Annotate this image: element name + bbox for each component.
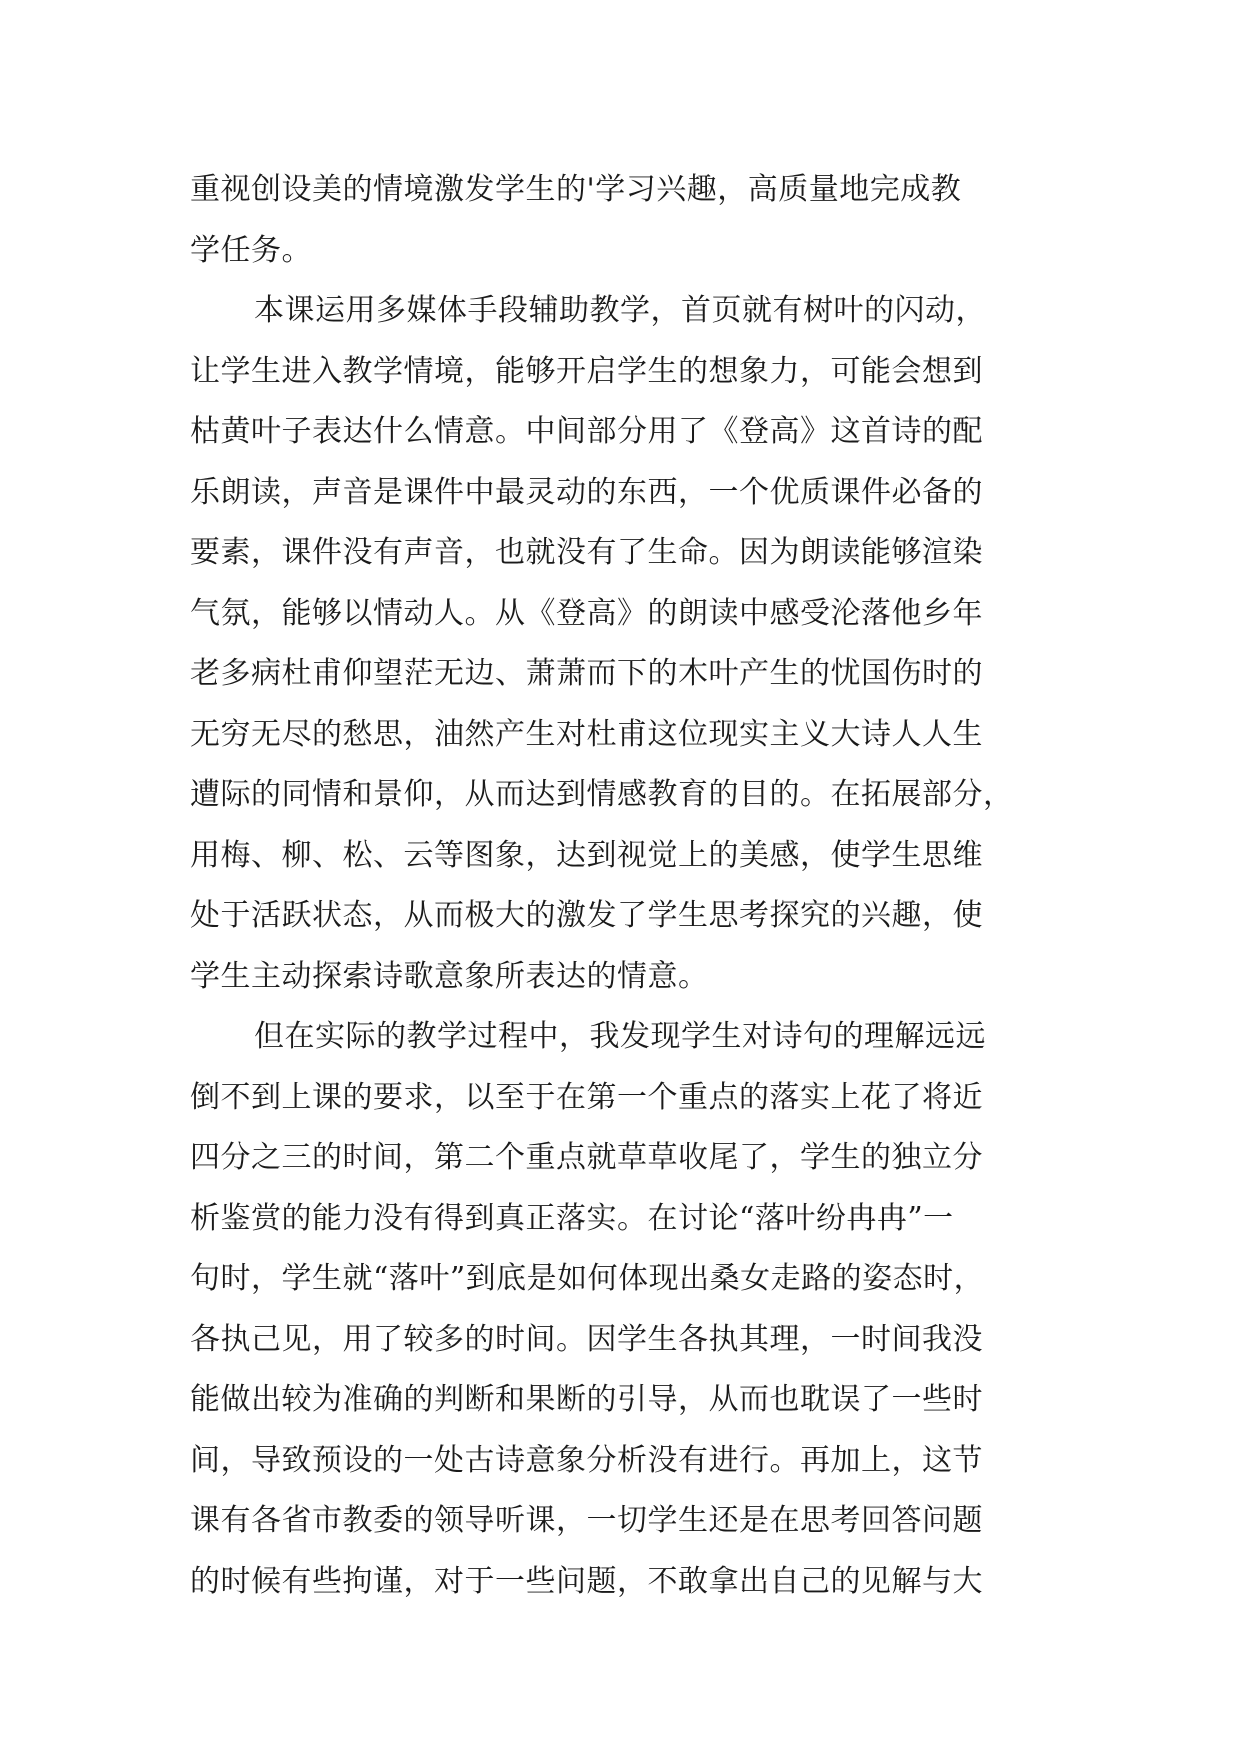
text-line: 重视创设美的情境激发学生的'学习兴趣，高质量地完成教	[190, 172, 962, 207]
text-line: 各执己见，用了较多的时间。因学生各执其理，一时间我没	[190, 1321, 983, 1357]
text-line: 用梅、柳、松、云等图象，达到视觉上的美感，使学生思维	[190, 837, 983, 873]
text-line: 学生主动探索诗歌意象所表达的情意。	[190, 958, 709, 994]
text-line: 的时候有些拘谨，对于一些问题，不敢拿出自己的见解与大	[190, 1563, 983, 1599]
text-line: 能做出较为准确的判断和果断的引导，从而也耽误了一些时	[190, 1382, 983, 1417]
text-line: 课有各省市教委的领导听课，一切学生还是在思考回答问题	[190, 1503, 983, 1538]
text-line: 老多病杜甫仰望茫无边、萧萧而下的木叶产生的忧国伤时的	[190, 656, 983, 691]
text-line: 遭际的同情和景仰，从而达到情感教育的目的。在拓展部分，	[190, 777, 1014, 812]
text-line: 无穷无尽的愁思，油然产生对杜甫这位现实主义大诗人人生	[190, 716, 983, 752]
text-line: 析鉴赏的能力没有得到真正落实。在讨论“落叶纷冉冉”一	[190, 1200, 954, 1236]
text-line: 让学生进入教学情境，能够开启学生的想象力，可能会想到	[190, 353, 983, 389]
text-line: 乐朗读，声音是课件中最灵动的东西，一个优质课件必备的	[190, 474, 983, 510]
text-line: 间，导致预设的一处古诗意象分析没有进行。再加上，这节	[190, 1442, 983, 1478]
text-line: 学任务。	[190, 232, 312, 268]
text-line: 倒不到上课的要求，以至于在第一个重点的落实上花了将近	[190, 1079, 983, 1115]
text-line: 处于活跃状态，从而极大的激发了学生思考探究的兴趣，使	[190, 898, 983, 933]
text-line: 本课运用多媒体手段辅助教学，首页就有树叶的闪动，	[254, 293, 986, 328]
text-line: 四分之三的时间，第二个重点就草草收尾了，学生的独立分	[190, 1140, 983, 1175]
text-line: 气氛，能够以情动人。从《登高》的朗读中感受沦落他乡年	[190, 595, 983, 631]
text-line: 要素，课件没有声音，也就没有了生命。因为朗读能够渲染	[190, 535, 983, 570]
text-line: 枯黄叶子表达什么情意。中间部分用了《登高》这首诗的配	[190, 414, 983, 449]
text-line: 但在实际的教学过程中，我发现学生对诗句的理解远远	[254, 1019, 986, 1054]
text-line: 句时，学生就“落叶”到底是如何体现出桑女走路的姿态时，	[190, 1261, 985, 1296]
body-text	[190, 160, 1070, 1612]
